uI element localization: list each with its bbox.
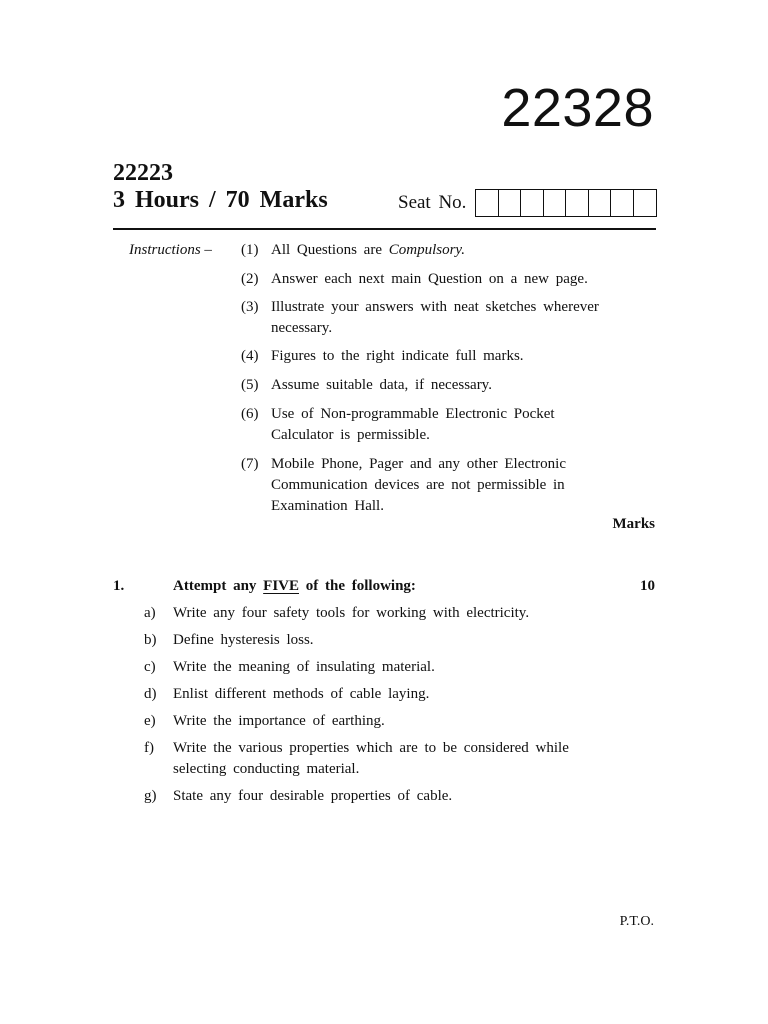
subpart-text: State any four desirable properties of cable. xyxy=(173,788,453,804)
subpart-label: b) xyxy=(144,632,157,648)
subpart-item xyxy=(144,786,614,807)
instruction-text: Use of Non-programmable Electronic Pocket Calculator is permissible. xyxy=(271,406,555,443)
instruction-text: Assume suitable data, if necessary. xyxy=(271,377,492,393)
subject-code: 22223 xyxy=(113,160,173,186)
subpart-text: Enlist different methods of cable laying. xyxy=(173,686,430,702)
instruction-item xyxy=(241,269,636,290)
seat-number-box[interactable] xyxy=(521,190,544,216)
instruction-text-plain: All Questions are xyxy=(271,242,389,258)
instruction-text: Illustrate your answers with neat sketches wherever necessary. xyxy=(271,299,599,336)
duration-marks: 3 Hours / 70 Marks xyxy=(113,187,328,213)
instruction-item xyxy=(241,346,636,367)
subpart-label: f) xyxy=(144,740,154,756)
instruction-number: (7) xyxy=(241,456,259,472)
instruction-number: (2) xyxy=(241,271,259,287)
pto-footer: P.T.O. xyxy=(619,914,654,929)
paper-code: 22328 xyxy=(501,78,654,138)
question-title-emphasis: FIVE xyxy=(263,578,299,594)
instruction-number: (6) xyxy=(241,406,259,422)
subpart-label: g) xyxy=(144,788,157,804)
subpart-text: Write the meaning of insulating material. xyxy=(173,659,435,675)
subpart-item xyxy=(144,657,614,678)
seat-number-label: Seat No. xyxy=(398,192,467,213)
instructions-label: Instructions – xyxy=(129,242,212,258)
question-number: 1. xyxy=(113,578,125,594)
instruction-item xyxy=(241,454,636,517)
instruction-item xyxy=(241,297,636,339)
subpart-item xyxy=(144,711,614,732)
subpart-text: Write the various properties which are to be considered while selecting conducting material. xyxy=(173,740,569,777)
subpart-item xyxy=(144,684,614,705)
question-title xyxy=(173,576,416,596)
instruction-text xyxy=(271,240,636,261)
seat-number-box[interactable] xyxy=(589,190,612,216)
subpart-text: Define hysteresis loss. xyxy=(173,632,314,648)
instruction-item xyxy=(241,404,636,446)
marks-column-header: Marks xyxy=(612,516,655,532)
subpart-label: a) xyxy=(144,605,156,621)
subpart-label: d) xyxy=(144,686,157,702)
instruction-item xyxy=(241,240,636,261)
subpart-item xyxy=(144,630,614,651)
instruction-item xyxy=(241,375,636,396)
instruction-text-emphasis: Compulsory. xyxy=(388,242,465,258)
subpart-label: e) xyxy=(144,713,156,729)
instruction-number: (4) xyxy=(241,348,259,364)
seat-number-box[interactable] xyxy=(476,190,499,216)
instructions-list xyxy=(241,240,636,517)
instruction-number: (5) xyxy=(241,377,259,393)
seat-number-box[interactable] xyxy=(566,190,589,216)
seat-number-box[interactable] xyxy=(634,190,657,216)
subpart-item xyxy=(144,603,614,624)
question-subparts xyxy=(144,603,614,807)
header-divider xyxy=(113,228,656,230)
seat-number-box[interactable] xyxy=(544,190,567,216)
subpart-text: Write any four safety tools for working with electricity. xyxy=(173,605,530,621)
instruction-number: (3) xyxy=(241,299,259,315)
instruction-number: (1) xyxy=(241,242,259,258)
question-title-prefix: Attempt any xyxy=(173,578,264,594)
instruction-text: Figures to the right indicate full marks. xyxy=(271,348,524,364)
instruction-text: Answer each next main Question on a new page. xyxy=(271,271,588,287)
question-marks: 10 xyxy=(640,578,655,594)
subpart-item xyxy=(144,738,614,780)
instruction-text: Mobile Phone, Pager and any other Electronic Communication devices are not permissible in Examination Hall. xyxy=(271,456,567,514)
subpart-text: Write the importance of earthing. xyxy=(173,713,385,729)
seat-number-box[interactable] xyxy=(499,190,522,216)
seat-number-box[interactable] xyxy=(611,190,634,216)
question-title-suffix: of the following: xyxy=(299,578,416,594)
subpart-label: c) xyxy=(144,659,156,675)
seat-number-boxes[interactable] xyxy=(475,189,657,217)
